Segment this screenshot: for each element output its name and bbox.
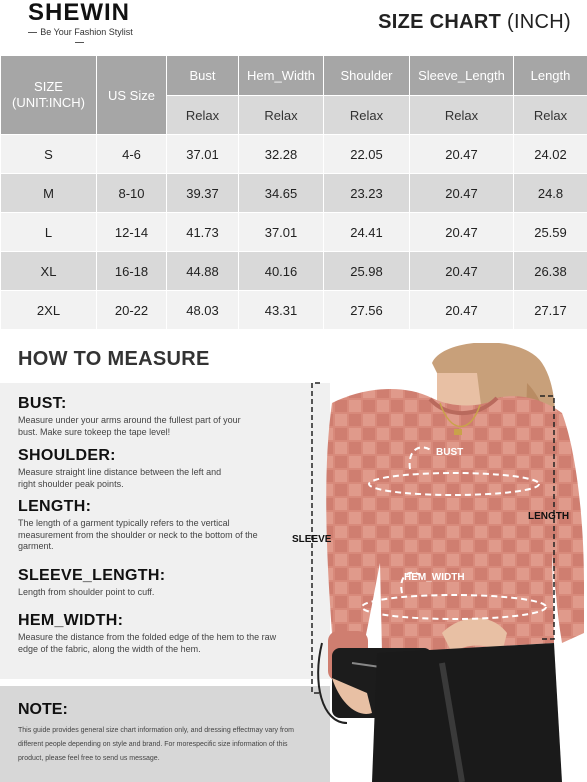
- how-to-measure-title: HOW TO MEASURE: [18, 348, 210, 370]
- column-header: Shoulder: [324, 56, 410, 96]
- chart-title-unit: (INCH): [506, 11, 571, 33]
- size-cell: S: [1, 135, 97, 174]
- measure-description: Length from shoulder point to cuff.: [18, 587, 155, 597]
- column-header: Sleeve_Length: [410, 56, 514, 96]
- measure-label: HEM_WIDTH:: [18, 612, 124, 629]
- us-size-header: US Size: [97, 56, 167, 135]
- measure-label: SLEEVE_LENGTH:: [18, 567, 166, 584]
- relax-subheader: Relax: [514, 96, 587, 135]
- relax-subheader: Relax: [167, 96, 239, 135]
- length-guide-label: LENGTH: [528, 511, 570, 522]
- us-size-cell: 20-22: [97, 291, 167, 330]
- value-cell: 37.01: [167, 135, 239, 174]
- column-header: Bust: [167, 56, 239, 96]
- model-figure: [292, 343, 587, 782]
- value-cell: 44.88: [167, 252, 239, 291]
- table-row: [1, 135, 587, 174]
- brand-logo: [18, 0, 140, 47]
- value-cell: 41.73: [167, 213, 239, 252]
- value-cell: 23.23: [324, 174, 410, 213]
- sleeve-guide-label: SLEEVE: [292, 534, 332, 545]
- relax-subheader: Relax: [410, 96, 514, 135]
- table-row: [1, 252, 587, 291]
- value-cell: 24.8: [514, 174, 587, 213]
- model-illustration: [292, 343, 587, 782]
- note-title: NOTE:: [18, 701, 68, 718]
- brand-tagline: Be Your Fashion Stylist: [18, 27, 140, 47]
- size-header-line1: SIZE: [34, 79, 63, 94]
- size-table: [0, 55, 587, 330]
- value-cell: 27.56: [324, 291, 410, 330]
- hem-width-guide-label: HEM_WIDTH: [404, 572, 465, 583]
- us-size-cell: 4-6: [97, 135, 167, 174]
- size-header-line2: (UNIT:INCH): [12, 95, 85, 110]
- value-cell: 43.31: [239, 291, 324, 330]
- value-cell: 22.05: [324, 135, 410, 174]
- bust-guide-label: BUST: [436, 447, 464, 458]
- value-cell: 24.41: [324, 213, 410, 252]
- size-header: [1, 56, 97, 135]
- value-cell: 48.03: [167, 291, 239, 330]
- size-cell: M: [1, 174, 97, 213]
- value-cell: 37.01: [239, 213, 324, 252]
- value-cell: 20.47: [410, 213, 514, 252]
- measure-item-shoulder: [18, 447, 288, 490]
- measure-item-hem-width: [18, 612, 288, 655]
- measure-item-length: [18, 498, 288, 553]
- skirt: [372, 643, 562, 782]
- measure-item-sleeve-length: [18, 567, 288, 599]
- measure-description: The length of a garment typically refers to the vertical measurement from the shoulder or neck to the bottom of the garment.: [18, 518, 258, 551]
- value-cell: 20.47: [410, 291, 514, 330]
- value-cell: 24.02: [514, 135, 587, 174]
- us-size-cell: 12-14: [97, 213, 167, 252]
- measure-label: LENGTH:: [18, 498, 92, 515]
- value-cell: 27.17: [514, 291, 587, 330]
- relax-subheader: Relax: [239, 96, 324, 135]
- necklace-pendant: [454, 429, 462, 435]
- value-cell: 25.59: [514, 213, 587, 252]
- size-cell: L: [1, 213, 97, 252]
- size-cell: 2XL: [1, 291, 97, 330]
- note-text: This guide provides general size chart information only, and dressing effectmay vary from different people depending on style and brand. For morespecific size information of this product, please feel free to send us message.: [18, 727, 294, 762]
- brand-name: SHEWIN: [28, 0, 130, 26]
- measure-item-bust: [18, 395, 288, 438]
- value-cell: 39.37: [167, 174, 239, 213]
- measure-description: Measure under your arms around the fullest part of your bust. Make sure tokeep the tape level!: [18, 415, 241, 437]
- column-header: Hem_Width: [239, 56, 324, 96]
- measure-description: Measure the distance from the folded edge of the hem to the raw edge of the fabric, along the width of the hem.: [18, 632, 277, 654]
- measure-description: Measure straight line distance between the left and right shoulder peak points.: [18, 467, 222, 489]
- table-row: [1, 174, 587, 213]
- measure-label: BUST:: [18, 395, 67, 412]
- table-row: [1, 213, 587, 252]
- measure-label: SHOULDER:: [18, 447, 116, 464]
- value-cell: 20.47: [410, 252, 514, 291]
- value-cell: 40.16: [239, 252, 324, 291]
- us-size-cell: 8-10: [97, 174, 167, 213]
- size-cell: XL: [1, 252, 97, 291]
- value-cell: 25.98: [324, 252, 410, 291]
- relax-subheader: Relax: [324, 96, 410, 135]
- chart-title-main: SIZE CHART: [378, 11, 502, 33]
- value-cell: 20.47: [410, 174, 514, 213]
- value-cell: 34.65: [239, 174, 324, 213]
- value-cell: 26.38: [514, 252, 587, 291]
- table-row: [1, 291, 587, 330]
- us-size-cell: 16-18: [97, 252, 167, 291]
- value-cell: 20.47: [410, 135, 514, 174]
- column-header: Length: [514, 56, 587, 96]
- chart-title: [378, 11, 571, 34]
- value-cell: 32.28: [239, 135, 324, 174]
